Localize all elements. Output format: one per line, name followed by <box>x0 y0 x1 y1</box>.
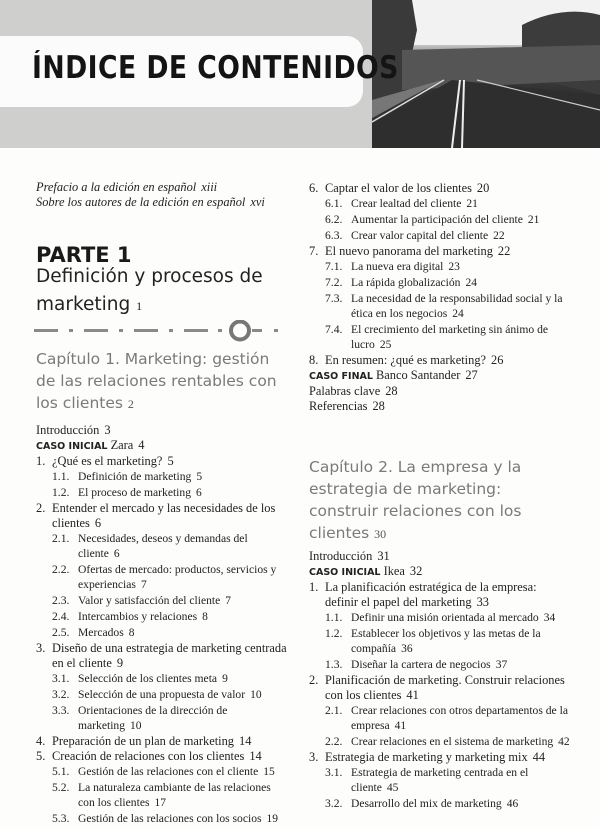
right-column <box>309 181 571 812</box>
toc-entry-number: 2. <box>309 673 319 687</box>
toc-entry-page: 9 <box>222 673 228 685</box>
toc-entry-page: 23 <box>448 261 460 273</box>
toc-entry[interactable] <box>36 641 288 671</box>
toc-entry-text: Entender el mercado y las necesidades de los clientes <box>52 501 276 530</box>
toc-entry-page: 22 <box>493 230 505 242</box>
toc-entry-text: Diseñar la cartera de negocios <box>351 658 491 671</box>
toc-entry[interactable] <box>36 438 288 454</box>
toc-entry-number: 1.3. <box>325 658 343 671</box>
toc-entry-page: 19 <box>266 813 279 825</box>
toc-entry-page: 42 <box>558 736 570 748</box>
toc-entry-number: 2.4. <box>52 610 70 623</box>
toc-entry[interactable] <box>36 671 288 687</box>
toc-entry-text: Orientaciones de la dirección de marketing <box>78 704 228 732</box>
toc-entry[interactable] <box>36 609 288 625</box>
toc-entry[interactable] <box>309 259 571 275</box>
toc-entry[interactable] <box>309 796 571 812</box>
toc-entry-number: 3.2. <box>52 688 70 701</box>
toc-entry-number: 7.3. <box>325 292 343 305</box>
toc-entry-page: 6 <box>196 487 202 499</box>
chapter-1-title-text: Capítulo 1. Marketing: gestión de las relaciones rentables con los clientes <box>36 350 277 412</box>
toc-entry-number: 8. <box>309 353 319 367</box>
toc-entry-text: La naturaleza cambiante de las relaciones con los clientes <box>78 781 271 809</box>
toc-entry[interactable] <box>309 181 571 196</box>
toc-entry-page: 10 <box>250 689 262 701</box>
toc-entry[interactable] <box>36 454 288 469</box>
toc-entry-number: 5.2. <box>52 781 70 794</box>
toc-entry-number: 2.3. <box>52 594 70 607</box>
toc-entry-page: 25 <box>379 339 392 351</box>
toc-entry-number: 3.1. <box>52 672 70 685</box>
toc-entry[interactable] <box>36 749 288 764</box>
toc-entry-text: La rápida globalización <box>351 276 461 289</box>
toc-entry-page: 36 <box>401 643 413 655</box>
toc-entry[interactable] <box>309 384 571 399</box>
toc-entry-text: Planificación de marketing. Construir relaciones con los clientes <box>325 673 565 702</box>
toc-entry-text: Gestión de las relaciones con los socios <box>78 812 262 825</box>
toc-entry[interactable] <box>36 764 288 780</box>
toc-entry-text: Intercambios y relaciones <box>78 610 198 623</box>
toc-entry[interactable] <box>36 485 288 501</box>
toc-entry-text: Desarrollo del mix de marketing <box>351 797 502 810</box>
toc-entry-number: 3.3. <box>52 704 70 717</box>
toc-entry-number: 1. <box>36 454 46 468</box>
toc-entry-number: 7.4. <box>325 323 343 336</box>
toc-entry-text: Aumentar la participación del cliente <box>351 213 523 226</box>
toc-entry-page: 7 <box>225 595 232 607</box>
toc-entry-text: La necesidad de la responsabilidad social y la ética en los negocios <box>351 292 563 320</box>
toc-entry[interactable] <box>309 703 571 734</box>
toc-entry-text: Palabras clave <box>309 384 381 398</box>
toc-entry-text: La planificación estratégica de la empresa: definir el papel del marketing <box>325 580 537 609</box>
toc-entry-text: Diseño de una estrategia de marketing centrada en el cliente <box>52 641 287 670</box>
toc-entry-text: Crear lealtad del cliente <box>351 197 462 210</box>
front-matter <box>36 180 288 210</box>
toc-entry-number: 7. <box>309 244 319 258</box>
toc-entry-text: Referencias <box>309 399 368 413</box>
toc-entry-page: 28 <box>372 399 385 413</box>
toc-entry-text: Introducción <box>309 549 373 563</box>
toc-entry-text: Banco Santander <box>376 368 461 382</box>
toc-entry-text: El proceso de marketing <box>78 486 191 499</box>
chapter-2-title[interactable] <box>309 456 571 545</box>
toc-entry-number: 2.2. <box>325 735 343 748</box>
toc-entry-text: Preparación de un plan de marketing <box>52 734 235 748</box>
toc-entry-page: 21 <box>466 198 478 210</box>
toc-entry-number: 3.2. <box>325 797 343 810</box>
toc-entry-page: 24 <box>465 277 477 289</box>
toc-entry-text: Zara <box>110 438 134 452</box>
toc-entry[interactable] <box>309 580 571 610</box>
toc-entry-page: 15 <box>263 766 275 778</box>
toc-entry[interactable] <box>36 593 288 609</box>
toc-entry-page: 6 <box>113 548 120 560</box>
toc-entry-page: 7 <box>140 579 147 591</box>
toc-entry[interactable] <box>309 322 571 353</box>
toc-entry-page: 37 <box>495 659 508 671</box>
toc-entry[interactable] <box>36 780 288 811</box>
toc-entry-text: Definición de marketing <box>78 470 192 483</box>
part-page: 1 <box>136 299 143 313</box>
toc-entry-number: 2. <box>36 501 46 515</box>
toc-entry[interactable] <box>309 212 571 228</box>
toc-entry-number: 6. <box>309 181 319 195</box>
toc-entry-number: 3.1. <box>325 766 343 779</box>
toc-entry-page: 31 <box>377 549 390 563</box>
toc-entry-page: 14 <box>239 734 252 748</box>
toc-entry-page: 27 <box>465 368 478 382</box>
toc-entry-number: 5.1. <box>52 765 70 778</box>
toc-entry-page: 9 <box>116 656 124 670</box>
toc-entry[interactable] <box>36 180 288 195</box>
toc-entry-number: 4. <box>36 734 46 748</box>
toc-entry-number: 7.2. <box>325 276 343 289</box>
toc-entry[interactable] <box>309 353 571 368</box>
toc-entry-number: 6.2. <box>325 213 343 226</box>
toc-entry-number: 1.1. <box>52 470 70 483</box>
chapter-1-entries-continued <box>309 181 571 414</box>
toc-entry-page: 6 <box>94 516 102 530</box>
chapter-1-title[interactable] <box>36 348 288 415</box>
toc-entry-text: Introducción <box>36 423 100 437</box>
part-divider-ornament <box>34 320 286 342</box>
toc-entry-page: 28 <box>385 384 398 398</box>
toc-entry[interactable] <box>36 734 288 749</box>
toc-entry[interactable] <box>36 687 288 703</box>
toc-entry-number: 1.1. <box>325 611 343 624</box>
toc-entry-text: Gestión de las relaciones con el cliente <box>78 765 259 778</box>
toc-entry[interactable] <box>36 195 288 210</box>
toc-entry[interactable] <box>309 275 571 291</box>
toc-entry-text: Crear relaciones en el sistema de marketing <box>351 735 554 748</box>
toc-entry-page: 45 <box>386 782 399 794</box>
toc-entry-page: 21 <box>527 214 540 226</box>
toc-entry-page: 41 <box>406 688 419 702</box>
toc-entry[interactable] <box>309 368 571 384</box>
toc-entry-text: La nueva era digital <box>351 260 444 273</box>
toc-entry[interactable] <box>309 626 571 657</box>
toc-entry-text: Valor y satisfacción del cliente <box>78 594 221 607</box>
part-title-text: Definición y procesos de marketing <box>36 266 263 315</box>
toc-entry-number: 3. <box>309 750 319 764</box>
toc-entry-text: Definir una misión orientada al mercado <box>351 611 539 624</box>
toc-entry[interactable] <box>36 469 288 485</box>
toc-entry-page: 8 <box>202 611 208 623</box>
toc-entry-number: 1.2. <box>52 486 70 499</box>
toc-entry-text: Ikea <box>383 564 405 578</box>
toc-entry-number: 5. <box>36 749 46 763</box>
toc-entry[interactable] <box>309 610 571 626</box>
toc-entry-page: 3 <box>104 423 111 437</box>
toc-entry-number: 2.1. <box>325 704 343 717</box>
chapter-2-entries <box>309 549 571 812</box>
toc-entry[interactable] <box>309 657 571 673</box>
toc-entry-text: Crear relaciones con otros departamentos de la empresa <box>351 704 568 732</box>
part-title <box>36 263 288 320</box>
toc-entry-page: xvi <box>250 195 265 209</box>
toc-entry[interactable] <box>309 673 571 703</box>
toc-entry[interactable] <box>309 765 571 796</box>
toc-entry-text: Selección de una propuesta de valor <box>78 688 246 701</box>
toc-entry-text: Estrategia de marketing centrada en el cliente <box>351 766 529 794</box>
toc-entry-text: Selección de los clientes meta <box>78 672 218 685</box>
toc-entry[interactable] <box>36 811 288 827</box>
toc-entry-page: 17 <box>154 797 166 809</box>
toc-entry-page: 10 <box>130 720 142 732</box>
chapter-2-page: 30 <box>374 527 387 541</box>
toc-entry[interactable] <box>36 531 288 562</box>
toc-entry-page: 46 <box>506 798 519 810</box>
chapter-1-page: 2 <box>127 397 134 411</box>
toc-entry-text: Necesidades, deseos y demandas del cliente <box>78 532 248 560</box>
toc-entry-page: 8 <box>128 627 135 639</box>
toc-entry-page: 5 <box>167 454 174 468</box>
left-column <box>36 180 288 827</box>
toc-entry[interactable] <box>36 625 288 641</box>
toc-entry[interactable] <box>309 750 571 765</box>
toc-entry-text: Sobre los autores de la edición en español <box>36 195 246 209</box>
toc-entry-page: 44 <box>532 750 546 764</box>
toc-entry-text: En resumen: ¿qué es marketing? <box>325 353 487 367</box>
toc-entry[interactable] <box>36 703 288 734</box>
toc-entry-page: 41 <box>394 720 407 732</box>
toc-entry-number: 6.1. <box>325 197 343 210</box>
toc-entry-number: 6.3. <box>325 229 343 242</box>
toc-entry-number: 5.3. <box>52 812 70 825</box>
toc-entry-page: 14 <box>249 749 262 763</box>
case-label: CASO FINAL <box>309 371 373 382</box>
toc-entry[interactable] <box>309 399 571 414</box>
toc-entry-page: 26 <box>491 353 504 367</box>
case-label: CASO INICIAL <box>36 441 108 452</box>
toc-entry[interactable] <box>309 196 571 212</box>
toc-entry-number: 2.2. <box>52 563 70 576</box>
road-photo <box>372 0 600 148</box>
toc-entry-text: Estrategia de marketing y marketing mix <box>325 750 528 764</box>
toc-entry-text: Ofertas de mercado: productos, servicios y experiencias <box>78 563 277 591</box>
toc-entry[interactable] <box>309 734 571 750</box>
toc-entry-number: 1. <box>309 580 319 594</box>
toc-entry-page: 20 <box>476 181 490 195</box>
chapter-2-title-text: Capítulo 2. La empresa y la estrategia de marketing: construir relaciones con los clientes <box>309 458 522 542</box>
toc-entry-page: 24 <box>452 308 464 320</box>
toc-entry[interactable] <box>36 562 288 593</box>
toc-entry[interactable] <box>36 423 288 438</box>
toc-entry-page: 4 <box>138 438 145 452</box>
toc-entry-number: 1.2. <box>325 627 343 640</box>
toc-entry-number: 2.5. <box>52 626 70 639</box>
toc-entry-page: 34 <box>543 612 556 624</box>
toc-entry[interactable] <box>309 564 571 580</box>
part-label: PARTE 1 <box>36 243 132 267</box>
toc-entry-text: El crecimiento del marketing sin ánimo de lucro <box>351 323 549 351</box>
toc-entry-page: 5 <box>196 471 203 483</box>
toc-entry[interactable] <box>309 291 571 322</box>
toc-entry-text: Creación de relaciones con los clientes <box>52 749 245 763</box>
chapter-1-entries <box>36 423 288 827</box>
toc-entry-text: El nuevo panorama del marketing <box>325 244 493 258</box>
toc-entry-text: Crear valor capital del cliente <box>351 229 489 242</box>
toc-entry-number: 7.1. <box>325 260 343 273</box>
toc-entry-number: 2.1. <box>52 532 70 545</box>
toc-entry[interactable] <box>309 549 571 564</box>
toc-entry-text: Mercados <box>78 626 124 639</box>
toc-entry-text: Prefacio a la edición en español <box>36 180 197 194</box>
case-label: CASO INICIAL <box>309 567 381 578</box>
page-title: ÍNDICE DE CONTENIDOS <box>32 50 399 86</box>
toc-entry-page: 22 <box>497 244 511 258</box>
toc-entry-page: 33 <box>476 595 489 609</box>
toc-entry-page: xiii <box>201 180 218 194</box>
toc-entry-page: 32 <box>409 564 423 578</box>
toc-entry[interactable] <box>36 501 288 531</box>
toc-entry[interactable] <box>309 244 571 259</box>
toc-entry-text: ¿Qué es el marketing? <box>52 454 163 468</box>
toc-entry-number: 3. <box>36 641 46 655</box>
toc-entry-text: Captar el valor de los clientes <box>325 181 472 195</box>
toc-entry[interactable] <box>309 228 571 244</box>
toc-entry-text: Establecer los objetivos y las metas de la compañía <box>351 627 541 655</box>
